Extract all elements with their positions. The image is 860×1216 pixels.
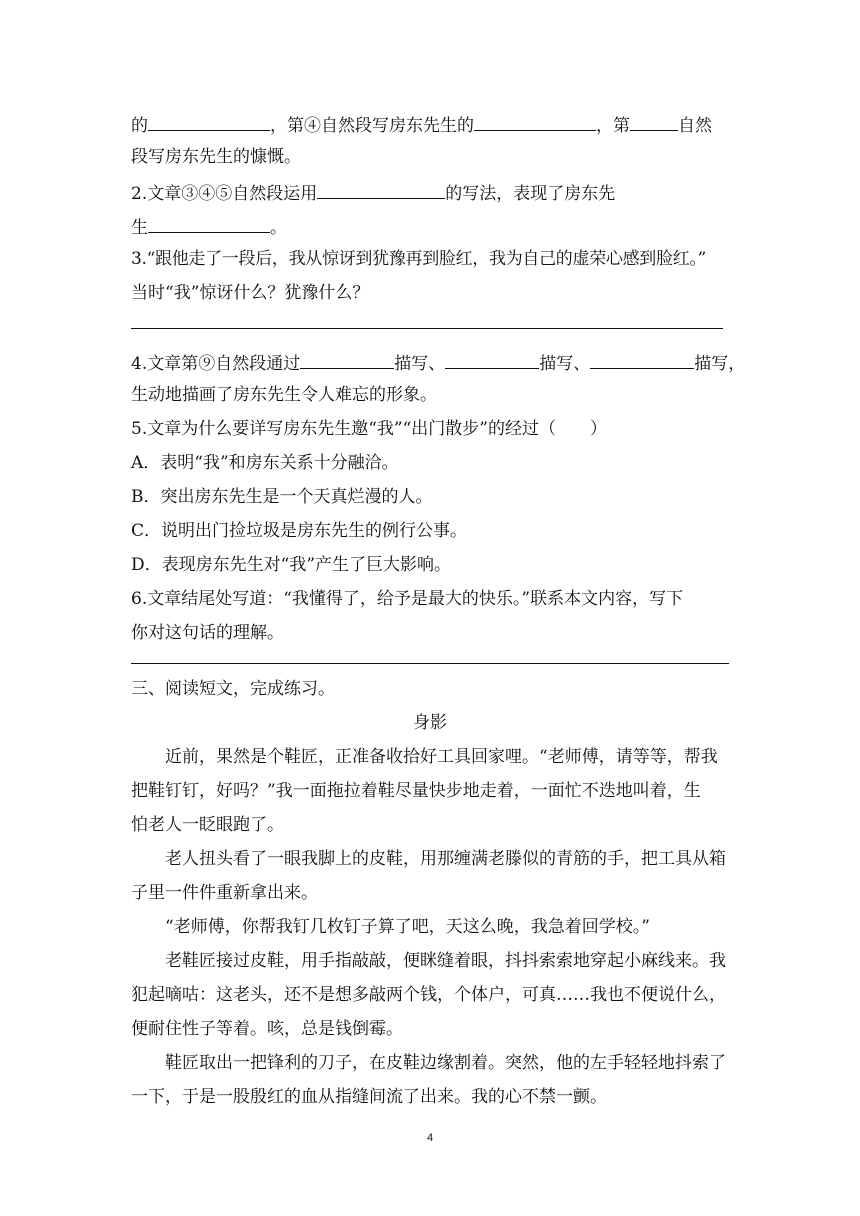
answer-blank[interactable] xyxy=(300,350,394,369)
q3-line-1: 3.“跟他走了一段后，我从惊讶到犹豫再到脸红，我为自己的虚荣心感到脸红。” xyxy=(131,249,707,269)
q1-text-d: 自然 xyxy=(678,116,712,136)
answer-blank[interactable] xyxy=(148,214,270,233)
q6-line-2: 你对这句话的理解。 xyxy=(131,623,284,643)
q3-answer-line[interactable] xyxy=(131,328,723,329)
q1-text-a: 的 xyxy=(131,116,148,136)
story-line: 老鞋匠接过皮鞋，用手指敲敲，便眯缝着眼，抖抖索索地穿起小麻线来。我 xyxy=(131,951,726,971)
q2-text-b: 的写法，表现了房东先 xyxy=(445,184,616,204)
story-line: 怕老人一眨眼跑了。 xyxy=(131,815,284,835)
story-line: 鞋匠取出一把锋利的刀子，在皮鞋边缘割着。突然，他的左手轻轻地抖索了 xyxy=(131,1053,726,1073)
story-line: 犯起嘀咕：这老头，还不是想多敲两个钱，个体户，可真……我也不便说什么， xyxy=(131,985,726,1005)
section-3-heading: 三、阅读短文，完成练习。 xyxy=(131,679,335,699)
story-line: “老师傅，你帮我钉几枚钉子算了吧，天这么晚，我急着回学校。” xyxy=(131,917,650,937)
q2-line-1 xyxy=(131,180,751,205)
q5-option-c: C．说明出门捡垃圾是房东先生的例行公事。 xyxy=(131,521,468,541)
q2-text-c: 生 xyxy=(131,218,148,238)
q3-line-2: 当时“我”惊讶什么？犹豫什么？ xyxy=(131,283,370,303)
q6-answer-line[interactable] xyxy=(131,663,729,664)
q5-option-d: D．表现房东先生对“我”产生了巨大影响。 xyxy=(131,555,452,575)
answer-blank[interactable] xyxy=(148,112,270,131)
answer-blank[interactable] xyxy=(474,112,596,131)
page-number: 4 xyxy=(426,1132,434,1144)
q6-line-1: 6.文章结尾处写道：“我懂得了，给予是最大的快乐。”联系本文内容，写下 xyxy=(131,589,684,609)
story-line: 便耐住性子等着。咳，总是钱倒霉。 xyxy=(131,1019,403,1039)
story-line: 近前，果然是个鞋匠，正准备收拾好工具回家哩。“老师傅，请等等，帮我 xyxy=(131,747,718,767)
q1-text-b: ，第④自然段写房东先生的 xyxy=(270,116,474,136)
answer-blank[interactable] xyxy=(445,350,539,369)
q4-line-2: 生动地描画了房东先生令人难忘的形象。 xyxy=(131,385,437,405)
q2-text-d: 。 xyxy=(270,218,287,238)
q2-line-2 xyxy=(131,214,751,239)
q1-text-c: ，第 xyxy=(596,116,630,136)
q4-text-a: 4.文章第⑨自然段通过 xyxy=(131,354,301,374)
q4-line-1 xyxy=(131,350,751,375)
q4-text-d: 描写， xyxy=(694,354,746,374)
q5-option-b: B．突出房东先生是一个天真烂漫的人。 xyxy=(131,487,433,507)
q1-line-1 xyxy=(131,112,751,137)
story-line: 把鞋钉钉，好吗？”我一面拖拉着鞋尽量快步地走着，一面忙不迭地叫着，生 xyxy=(131,781,701,801)
q4-text-c: 描写、 xyxy=(539,354,591,374)
answer-blank[interactable] xyxy=(317,180,445,199)
q5-option-a: A．表明“我”和房东关系十分融洽。 xyxy=(131,453,399,473)
story-line: 子里一件件重新拿出来。 xyxy=(131,883,318,903)
answer-blank[interactable] xyxy=(630,112,678,131)
q1-line-2: 段写房东先生的慷慨。 xyxy=(131,147,301,167)
answer-blank[interactable] xyxy=(590,350,694,369)
q2-text-a: 2.文章③④⑤自然段运用 xyxy=(131,184,318,204)
story-title: 身影 xyxy=(413,713,447,733)
story-line: 老人扭头看了一眼我脚上的皮鞋，用那缠满老滕似的青筋的手，把工具从箱 xyxy=(131,849,726,869)
q4-text-b: 描写、 xyxy=(394,354,446,374)
story-line: 一下，于是一股殷红的血从指缝间流了出来。我的心不禁一颤。 xyxy=(131,1087,607,1107)
q5-question: 5.文章为什么要详写房东先生邀“我”“出门散步”的经过（ ） xyxy=(131,419,607,439)
